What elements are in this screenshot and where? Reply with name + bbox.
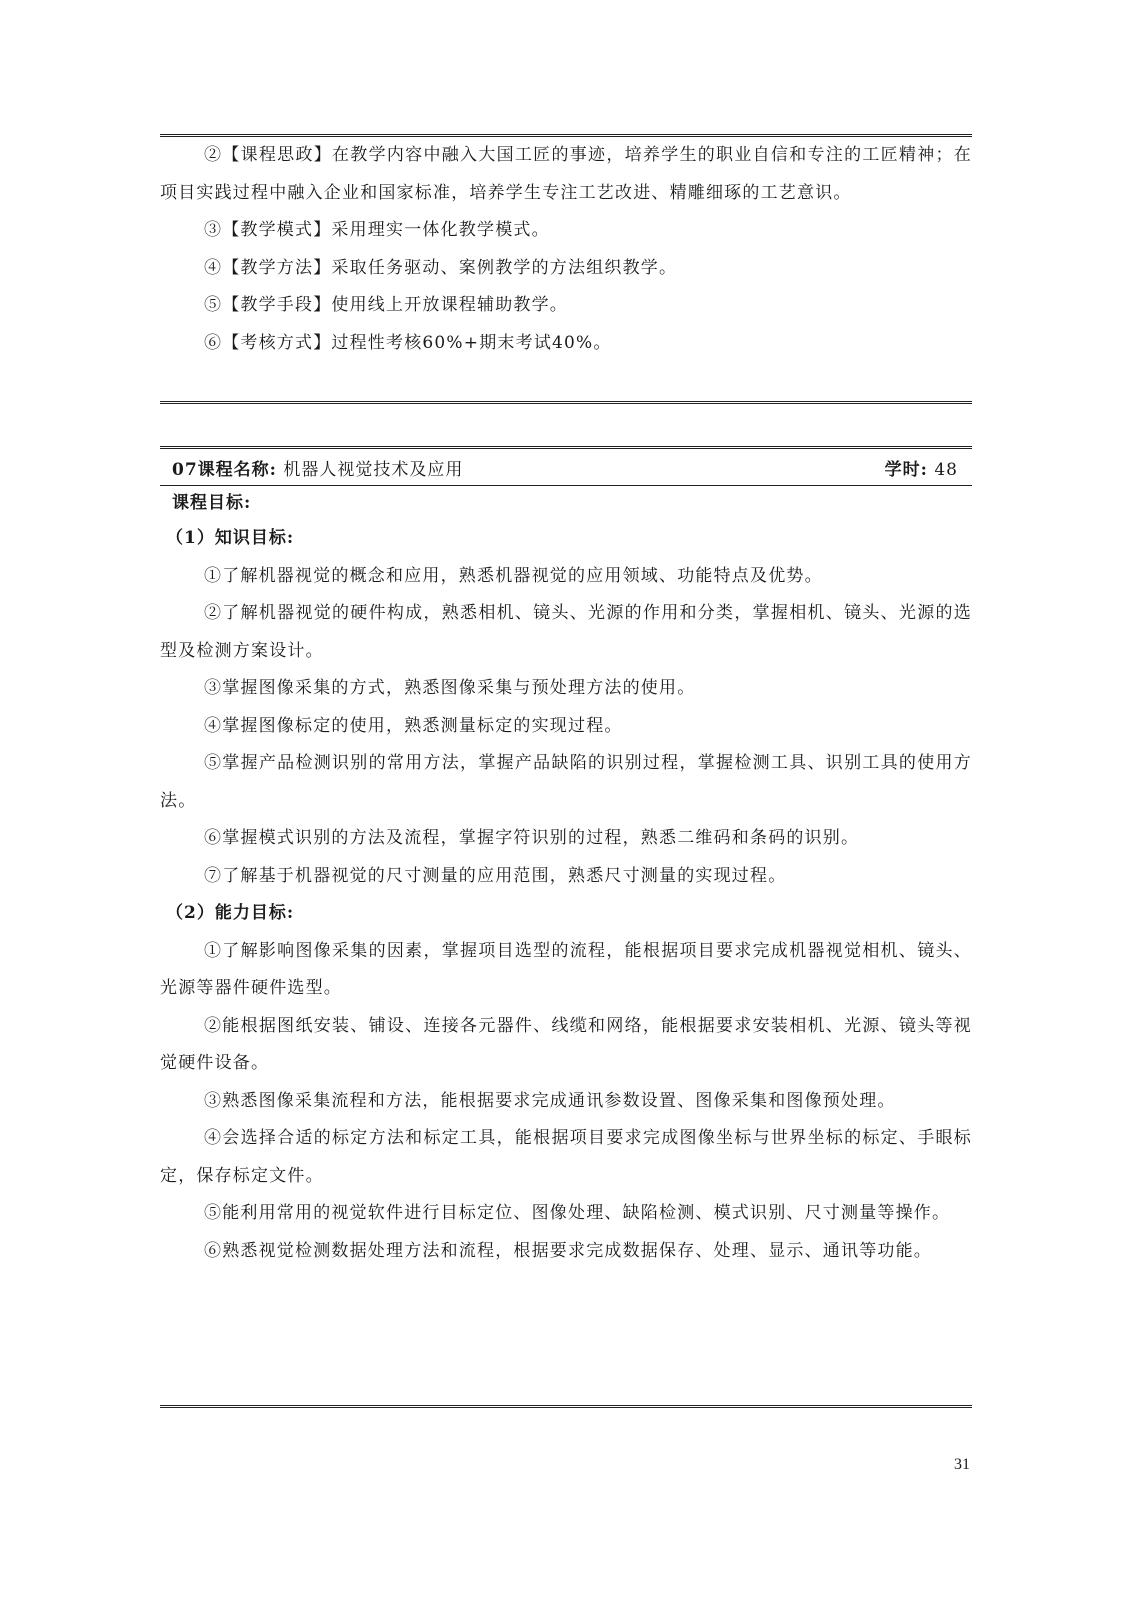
ability-goals-title: （2）能力目标: (166, 903, 295, 923)
course-name-cell (172, 455, 463, 480)
knowledge-item: ②了解机器视觉的硬件构成，熟悉相机、镜头、光源的作用和分类，掌握相机、镜头、光源的选型及检测方案设计。 (160, 603, 972, 661)
paragraph-teaching-means: ⑤【教学手段】使用线上开放课程辅助教学。 (204, 295, 568, 315)
knowledge-goals-title: （1）知识目标: (166, 528, 295, 548)
course-goals-title: 课程目标: (172, 493, 252, 513)
paragraph-assessment: ⑥【考核方式】过程性考核60%+期末考试40%。 (204, 332, 612, 353)
ability-item: ③熟悉图像采集流程和方法，能根据要求完成通讯参数设置、图像采集和图像预处理。 (204, 1090, 896, 1111)
ability-item: ⑥熟悉视觉检测数据处理方法和流程，根据要求完成数据保存、处理、显示、通讯等功能。 (204, 1240, 932, 1261)
course-name: 机器人视觉技术及应用 (283, 459, 464, 480)
knowledge-item: ③掌握图像采集的方式，熟悉图像采集与预处理方法的使用。 (204, 678, 696, 698)
course-07-section (160, 446, 972, 1408)
ability-item: ②能根据图纸安装、铺设、连接各元器件、线缆和网络，能根据要求安装相机、光源、镜头等视觉硬件设备。 (160, 1015, 972, 1073)
knowledge-item: ⑤掌握产品检测识别的常用方法，掌握产品缺陷的识别过程，掌握检测工具、识别工具的使用方法。 (160, 753, 972, 811)
ability-item: ①了解影响图像采集的因素，掌握项目选型的流程，能根据项目要求完成机器视觉相机、镜头、光源等器件硬件选型。 (160, 940, 972, 998)
knowledge-item: ④掌握图像标定的使用，熟悉测量标定的实现过程。 (204, 715, 623, 736)
paragraph-course-ideology: ②【课程思政】在教学内容中融入大国工匠的事迹，培养学生的职业自信和专注的工匠精神；在项目实践过程中融入企业和国家标准，培养学生专注工艺改进、精雕细琢的工艺意识。 (160, 145, 972, 203)
course-header-row (160, 449, 972, 486)
paragraph-teaching-mode: ③【教学模式】采用理实一体化教学模式。 (204, 220, 550, 240)
course-hours: 48 (934, 459, 958, 480)
course-hours-cell (885, 455, 958, 480)
knowledge-item: ⑥掌握模式识别的方法及流程，掌握字符识别的过程，熟悉二维码和条码的识别。 (204, 828, 860, 848)
ability-item: ④会选择合适的标定方法和标定工具，能根据项目要求完成图像坐标与世界坐标的标定、手眼标定，保存标定文件。 (160, 1128, 972, 1186)
knowledge-item: ⑦了解基于机器视觉的尺寸测量的应用范围，熟悉尺寸测量的实现过程。 (204, 865, 787, 886)
course-hours-label: 学时: (884, 459, 928, 480)
paragraph-teaching-method: ④【教学方法】采取任务驱动、案例教学的方法组织教学。 (204, 257, 678, 278)
knowledge-item: ①了解机器视觉的概念和应用，熟悉机器视觉的应用领域、功能特点及优势。 (204, 565, 823, 586)
course-name-label: 07课程名称: (172, 459, 277, 480)
ability-item: ⑤能利用常用的视觉软件进行目标定位、图像处理、缺陷检测、模式识别、尺寸测量等操作。 (204, 1203, 951, 1223)
previous-course-section (160, 134, 972, 404)
page-number: 31 (954, 1456, 970, 1473)
